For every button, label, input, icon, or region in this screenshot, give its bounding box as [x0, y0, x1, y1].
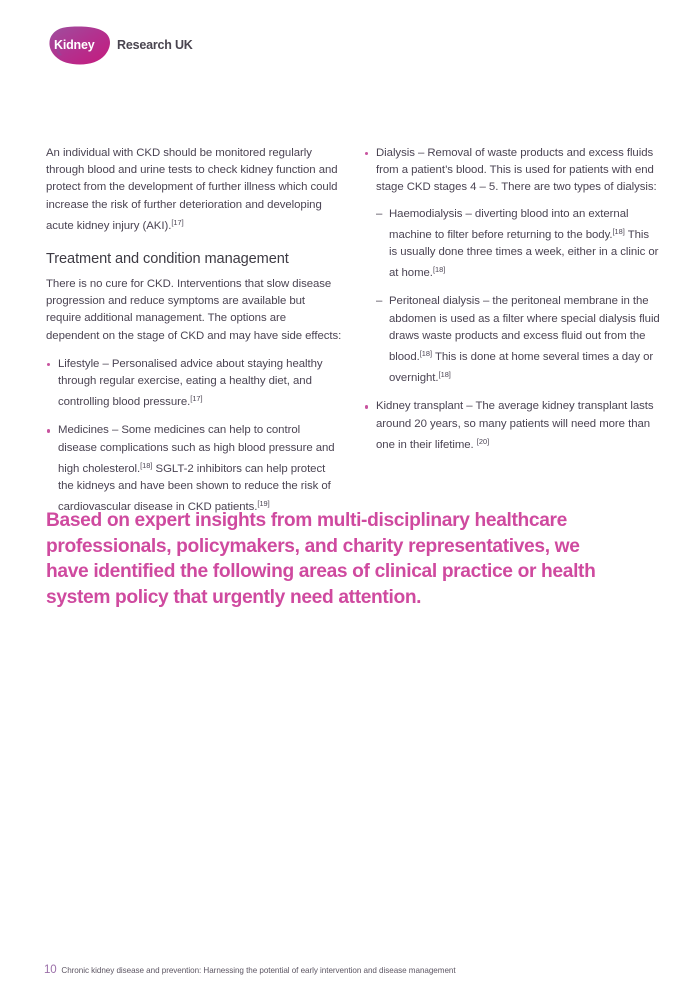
bullet-text-part-2: SGLT-2 inhibitors can help protect the kidneys and have been shown to reduce the risk of cardiovascular disease in CKD patients. — [58, 462, 331, 514]
list-item — [46, 422, 342, 516]
left-text-column — [46, 145, 342, 527]
reference-marker: [18] — [438, 370, 451, 380]
key-statement: Based on expert insights from multi-disciplinary healthcare professionals, policymakers, and charity representatives, we have identified the following areas of clinical practice or health system policy that urgently need attention. — [46, 510, 596, 608]
list-item — [46, 356, 342, 412]
subbullet-text-part-1: Peritoneal dialysis – the peritoneal membrane in the abdomen is used as a filter where special dialysis fluid draws waste products and excess fluid out from the blood. — [389, 295, 660, 364]
reference-marker: [17] — [190, 394, 203, 404]
bullet-text-part-1: Medicines – Some medicines can help to control disease complications such as high blood pressure and high cholesterol. — [58, 424, 335, 475]
transplant-bullet-text: Kidney transplant – The average kidney transplant lasts around 20 years, so many patients will need more than one in their lifetime. — [376, 400, 654, 451]
brand-logo — [45, 25, 345, 67]
reference-marker: [19] — [257, 499, 270, 509]
intro-paragraph-text: An individual with CKD should be monitored regularly through blood and urine tests to check kidney function and protect from the development of further illness which could increase the risk of further deterioration and developing acute kidney injury (AKI). — [46, 147, 338, 232]
reference-marker: [18] — [612, 226, 625, 236]
treatment-options-list — [46, 356, 342, 517]
dialysis-options-list — [364, 145, 660, 454]
list-item — [376, 293, 660, 387]
bullet-text-part-1: Lifestyle – Personalised advice about staying healthy through regular exercise, eating a healthy diet, and controlling blood pressure. — [58, 357, 323, 409]
footer-page-number: 10 — [44, 964, 57, 976]
dialysis-sub-list — [376, 206, 660, 388]
reference-marker: [18] — [432, 265, 446, 275]
subbullet-text-part-2: This is usually done three times a week, either in a clinic or at home. — [389, 228, 659, 280]
intro-paragraph — [46, 145, 342, 235]
reference-marker: [18] — [419, 349, 433, 359]
reference-marker: [17] — [171, 217, 184, 227]
list-item — [364, 398, 660, 454]
list-item — [364, 145, 660, 387]
dialysis-bullet-text: Dialysis – Removal of waste products and excess fluids from a patient’s blood. This is used for patients with end stage CKD stages 4 – 5. There are two types of dialysis: — [376, 147, 657, 194]
section-heading-treatment: Treatment and condition management — [46, 251, 289, 268]
subbullet-text-part-1: Haemodialysis – diverting blood into an external machine to filter before returning to the body. — [389, 207, 629, 241]
list-item — [376, 206, 660, 283]
logo-org-name: Research UK — [117, 38, 193, 52]
reference-marker: [18] — [140, 460, 153, 470]
footer-document-title: Chronic kidney disease and prevention: Harnessing the potential of early intervention and disease management — [61, 966, 456, 975]
right-text-column — [364, 145, 660, 465]
reference-marker: [20] — [476, 436, 490, 446]
logo-wordmark-kidney: Kidney — [54, 38, 95, 52]
subbullet-text-part-2: This is done at home several times a day or overnight. — [389, 351, 654, 385]
page-footer — [44, 960, 664, 978]
treatment-paragraph: There is no cure for CKD. Interventions that slow disease progression and reduce symptoms are available but require additional management. The options are dependent on the stage of CKD and may have side effects: — [46, 278, 342, 342]
